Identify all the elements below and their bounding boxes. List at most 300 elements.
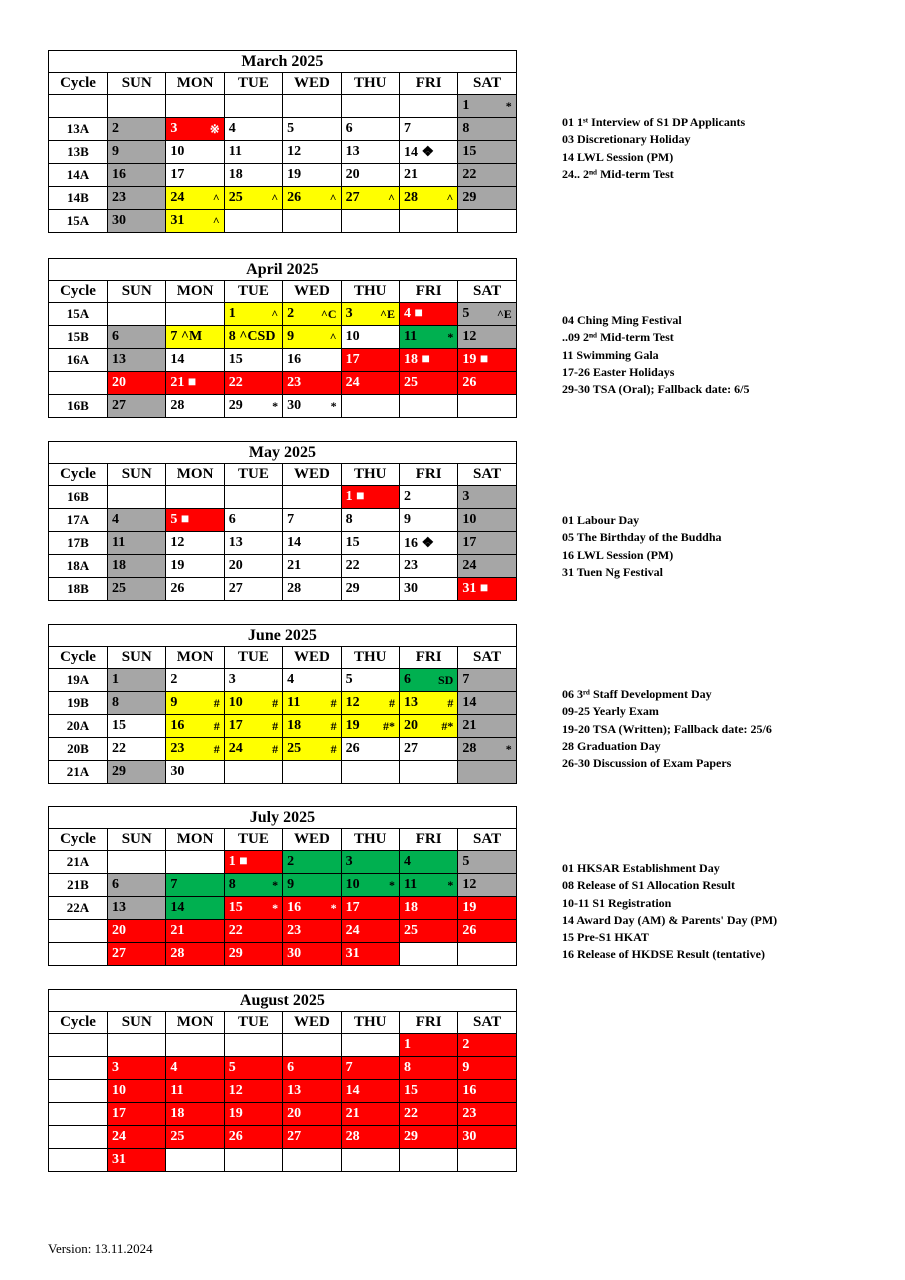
day-cell [341,326,399,349]
day-number: 31 [345,946,360,961]
day-cell [458,715,516,738]
day-number: 5 [228,1060,236,1075]
weekday-header: FRI [399,829,457,851]
day-cell [283,1149,341,1172]
day-marker: # [272,741,279,756]
week-row [49,738,517,761]
day-number: 18 [403,900,418,915]
week-row [49,1057,517,1080]
day-number: 9 [170,695,178,710]
day-number: 20 [345,167,360,182]
week-row [49,920,517,943]
weekday-header: SUN [108,281,166,303]
day-cell [224,509,282,532]
day-cell [166,303,224,326]
day-number: 2 [403,489,411,504]
day-marker: # [330,718,337,733]
day-number: 5 [462,306,470,321]
day-cell [399,897,457,920]
day-number: 6 [287,1060,295,1075]
week-row [49,1080,517,1103]
month-table-5 [48,989,516,1172]
day-number: 24 [345,923,360,938]
weekday-header: MON [166,829,224,851]
day-cell [399,349,457,372]
day-number: 18 [287,718,302,733]
day-cell [283,555,341,578]
day-cell [399,509,457,532]
day-number: 11 [403,877,418,892]
day-cell [458,578,517,601]
day-number: 7 [462,672,470,687]
day-cell [166,532,224,555]
week-row [49,141,517,164]
day-cell [166,372,224,395]
day-number: 17 [345,900,360,915]
day-number: 9 [403,512,411,527]
day-cell [108,669,166,692]
day-cell [458,532,517,555]
day-number: 17 [112,1106,126,1121]
day-number: 4 [112,512,119,527]
day-cell [283,95,341,118]
day-number: 17 [170,167,185,182]
day-cell [283,118,341,141]
day-number: 1 ■ [345,489,365,504]
day-cell [224,851,282,874]
day-cell [399,555,457,578]
week-row [49,761,517,784]
day-cell [341,118,399,141]
weekday-header: WED [283,281,341,303]
day-marker: * [330,398,337,413]
cycle-cell: 15A [49,303,108,326]
weekday-header: FRI [399,281,457,303]
day-number: 21 [462,718,477,733]
day-number: 21 [287,558,302,573]
day-cell [458,1126,516,1149]
weekday-header: TUE [224,281,282,303]
day-number: 29 [462,190,477,205]
day-number: 16 [287,900,302,915]
day-number: 13 [112,352,126,367]
cycle-cell [49,1080,108,1103]
day-number: 11 [287,695,301,710]
week-row [49,303,517,326]
day-number: 14 [462,695,477,710]
day-number: 21 [170,923,185,938]
day-cell [399,95,457,118]
day-cell [166,669,224,692]
weekday-header: MON [166,1012,224,1034]
day-cell [224,141,282,164]
cycle-cell: 18A [49,555,108,578]
weekday-header: SUN [108,647,166,669]
day-marker: ^E [496,306,512,321]
day-cell [458,851,516,874]
day-marker: * [505,741,512,756]
day-number: 27 [228,581,243,596]
day-marker: # [388,695,395,710]
day-cell [108,874,166,897]
weekday-header: THU [341,73,399,95]
weekday-header: WED [283,829,341,851]
day-cell [224,118,282,141]
week-row [49,95,517,118]
day-cell [341,141,399,164]
day-cell [166,509,224,532]
day-cell [108,118,166,141]
weekday-header: TUE [224,1012,282,1034]
note-line: 16 LWL Session (PM) [562,547,674,562]
note-line: 03 Discretionary Holiday [562,132,691,147]
weekday-header: SAT [458,829,516,851]
day-number: 30 [403,581,418,596]
day-cell [341,943,399,966]
day-cell [108,738,166,761]
day-cell [399,372,457,395]
day-cell [283,486,341,509]
day-cell [458,761,516,784]
month-title: March 2025 [49,51,517,73]
day-number: 30 [287,398,302,413]
day-cell [108,555,166,578]
month-notes [562,512,722,581]
month-table-1 [48,258,516,418]
week-row [49,118,517,141]
day-cell [341,532,399,555]
month-title: August 2025 [49,990,517,1012]
day-number: 2 [112,121,119,136]
note-line: 16 Release of HKDSE Result (tentative) [562,947,765,962]
day-cell [224,486,282,509]
day-cell [108,692,166,715]
cycle-cell [49,372,108,395]
day-number: 22 [112,741,126,756]
day-cell [399,738,457,761]
cycle-cell: 21B [49,874,108,897]
day-number: 20 [287,1106,302,1121]
day-cell [341,187,399,210]
note-line: 04 Ching Ming Festival [562,313,682,327]
day-cell [224,761,282,784]
day-cell [166,1034,224,1057]
day-cell [108,372,166,395]
day-cell [108,1034,166,1057]
cycle-cell: 22A [49,897,108,920]
day-number: 7 [345,1060,353,1075]
day-marker: ^ [271,306,279,321]
day-cell [166,897,224,920]
day-cell [458,187,516,210]
day-number: 24 [112,1129,126,1144]
day-number: 13 [287,1083,302,1098]
day-number: 28 [345,1129,360,1144]
day-marker: #* [382,718,395,733]
day-cell [108,578,166,601]
cycle-cell: 17B [49,532,108,555]
weekday-header: SUN [108,829,166,851]
day-number: 8 [345,512,353,527]
cycle-header: Cycle [49,1012,108,1034]
week-row [49,326,517,349]
day-cell [283,1080,341,1103]
note-line: 26-30 Discussion of Exam Papers [562,756,732,771]
day-cell [458,1149,516,1172]
day-cell [108,395,166,418]
day-cell [283,509,341,532]
day-number: 5 [287,121,295,136]
day-number: 19 [345,718,360,733]
day-marker: # [447,695,454,710]
day-cell [283,372,341,395]
day-cell [399,486,457,509]
note-line: 14 Award Day (AM) & Parents' Day (PM) [562,912,778,927]
note-line: 11 Swimming Gala [562,347,659,362]
note-line: 01 HKSAR Establishment Day [562,861,720,875]
day-cell [341,349,399,372]
day-number: 15 [228,900,243,915]
day-cell [458,692,516,715]
day-marker: SD [438,672,454,687]
day-number: 8 [462,121,470,136]
day-number: 5 [345,672,353,687]
day-cell [166,95,224,118]
cycle-cell: 13A [49,118,108,141]
month-title: April 2025 [49,259,517,281]
day-cell [224,738,282,761]
day-cell [108,1149,166,1172]
day-number: 10 [345,329,360,344]
day-number: 22 [403,1106,418,1121]
day-cell [224,1103,282,1126]
day-cell [399,532,457,555]
day-number: 22 [228,375,243,390]
day-marker: ^ [329,329,337,344]
day-number: 4 [403,854,411,869]
day-cell [224,1126,282,1149]
day-number: 13 [112,900,126,915]
day-cell [166,1126,224,1149]
day-cell [283,578,341,601]
week-row [49,1149,517,1172]
day-cell [458,141,516,164]
day-number: 22 [345,558,360,573]
day-number: 23 [287,375,302,390]
day-marker: ^ [271,190,279,205]
day-marker: # [330,741,337,756]
day-cell [458,210,516,233]
day-cell [399,578,457,601]
day-cell [341,555,399,578]
day-number: 29 [228,946,243,961]
week-row [49,164,517,187]
day-number: 23 [462,1106,477,1121]
cycle-cell [49,943,108,966]
day-cell [224,95,282,118]
day-cell [458,349,516,372]
weekday-header: WED [283,464,341,486]
day-cell [399,164,457,187]
day-cell [108,210,166,233]
day-cell [224,372,282,395]
day-cell [166,1103,224,1126]
day-cell [108,1126,166,1149]
day-cell [166,118,224,141]
day-number: 3 [462,489,470,504]
day-number: 8 [112,695,119,710]
day-cell [224,578,282,601]
weekday-header: THU [341,281,399,303]
day-marker: * [330,900,337,915]
day-cell [166,486,224,509]
day-number: 1 [112,672,119,687]
day-cell [224,395,282,418]
day-cell [224,349,282,372]
day-number: 14 [170,900,185,915]
day-marker: ^ [212,213,220,228]
day-number: 30 [112,213,126,228]
weekday-header: MON [166,73,224,95]
day-number: 29 [345,581,360,596]
day-cell [108,486,166,509]
cycle-cell [49,1126,108,1149]
day-cell [399,1080,457,1103]
note-line: 28 Graduation Day [562,738,661,753]
weekday-header: MON [166,647,224,669]
day-number: 11 [403,329,418,344]
weekday-header: THU [341,647,399,669]
note-line: 09-25 Yearly Exam [562,704,659,719]
cycle-header: Cycle [49,464,108,486]
day-cell [224,532,282,555]
day-number: 19 [170,558,185,573]
week-row [49,897,517,920]
weekday-header: SAT [458,73,516,95]
day-cell [108,349,166,372]
day-number: 30 [287,946,302,961]
day-cell [108,509,166,532]
weekday-header: SAT [458,464,517,486]
cycle-header: Cycle [49,829,108,851]
day-cell [283,1034,341,1057]
weekday-header: WED [283,647,341,669]
day-cell [283,1103,341,1126]
weekday-header: TUE [224,464,282,486]
day-number: 8 [403,1060,411,1075]
day-number: 9 [462,1060,470,1075]
day-number: 10 [228,695,243,710]
day-number: 23 [287,923,302,938]
day-number: 9 [287,329,295,344]
day-cell [399,141,457,164]
note-line: 08 Release of S1 Allocation Result [562,878,735,893]
month-notes [562,312,749,398]
day-number: 26 [462,923,477,938]
day-cell [458,326,516,349]
day-number: 14 [287,535,302,550]
day-cell [108,141,166,164]
day-cell [224,1034,282,1057]
day-number: 14 [170,352,185,367]
day-cell [341,874,399,897]
weekday-header: TUE [224,647,282,669]
day-cell [283,141,341,164]
day-number: 26 [228,1129,243,1144]
day-marker: # [272,695,279,710]
day-number: 22 [228,923,243,938]
day-cell [341,395,399,418]
day-cell [341,95,399,118]
day-number: 2 [287,306,295,321]
day-number: 21 [345,1106,360,1121]
day-number: 10 [112,1083,126,1098]
week-row [49,692,517,715]
day-marker: # [213,718,220,733]
day-cell [341,1103,399,1126]
note-line: 29-30 TSA (Oral); Fallback date: 6/5 [562,382,750,397]
day-number: 2 [170,672,178,687]
day-marker: #* [441,718,454,733]
day-cell [166,395,224,418]
day-cell [458,943,516,966]
weekday-header: THU [341,1012,399,1034]
day-number: 28 [403,190,418,205]
day-cell [166,1149,224,1172]
cycle-cell: 15B [49,326,108,349]
day-number: 24 [170,190,185,205]
month-table-3 [48,624,516,784]
week-row [49,1103,517,1126]
day-cell [341,372,399,395]
day-marker: ^ [212,190,220,205]
day-cell [341,761,399,784]
day-number: 27 [345,190,360,205]
day-number: 28 [170,946,185,961]
day-cell [166,187,224,210]
cycle-cell: 16B [49,395,108,418]
day-cell [399,395,457,418]
day-number: 25 [170,1129,185,1144]
day-cell [399,715,457,738]
day-cell [283,761,341,784]
day-number: 5 [462,854,470,869]
week-row [49,669,517,692]
note-line: 06 3ʳᵈ Staff Development Day [562,687,712,701]
day-cell [399,1126,457,1149]
day-cell [341,509,399,532]
day-number: 7 [170,877,178,892]
day-number: 19 [228,1106,243,1121]
day-number: 16 [170,718,185,733]
day-marker: * [388,877,395,892]
day-number: 28 [462,741,477,756]
day-cell [166,1080,224,1103]
week-row [49,555,517,578]
day-number: 12 [287,144,302,159]
day-number: 4 [170,1060,178,1075]
day-number: 15 [345,535,360,550]
day-cell [399,851,457,874]
cycle-cell: 18B [49,578,108,601]
day-cell [341,303,399,326]
day-number: 23 [112,190,126,205]
week-row [49,187,517,210]
day-number: 16 ❖ [403,535,435,551]
day-marker: * [447,329,454,344]
weekday-header: WED [283,73,341,95]
weekday-header: WED [283,1012,341,1034]
